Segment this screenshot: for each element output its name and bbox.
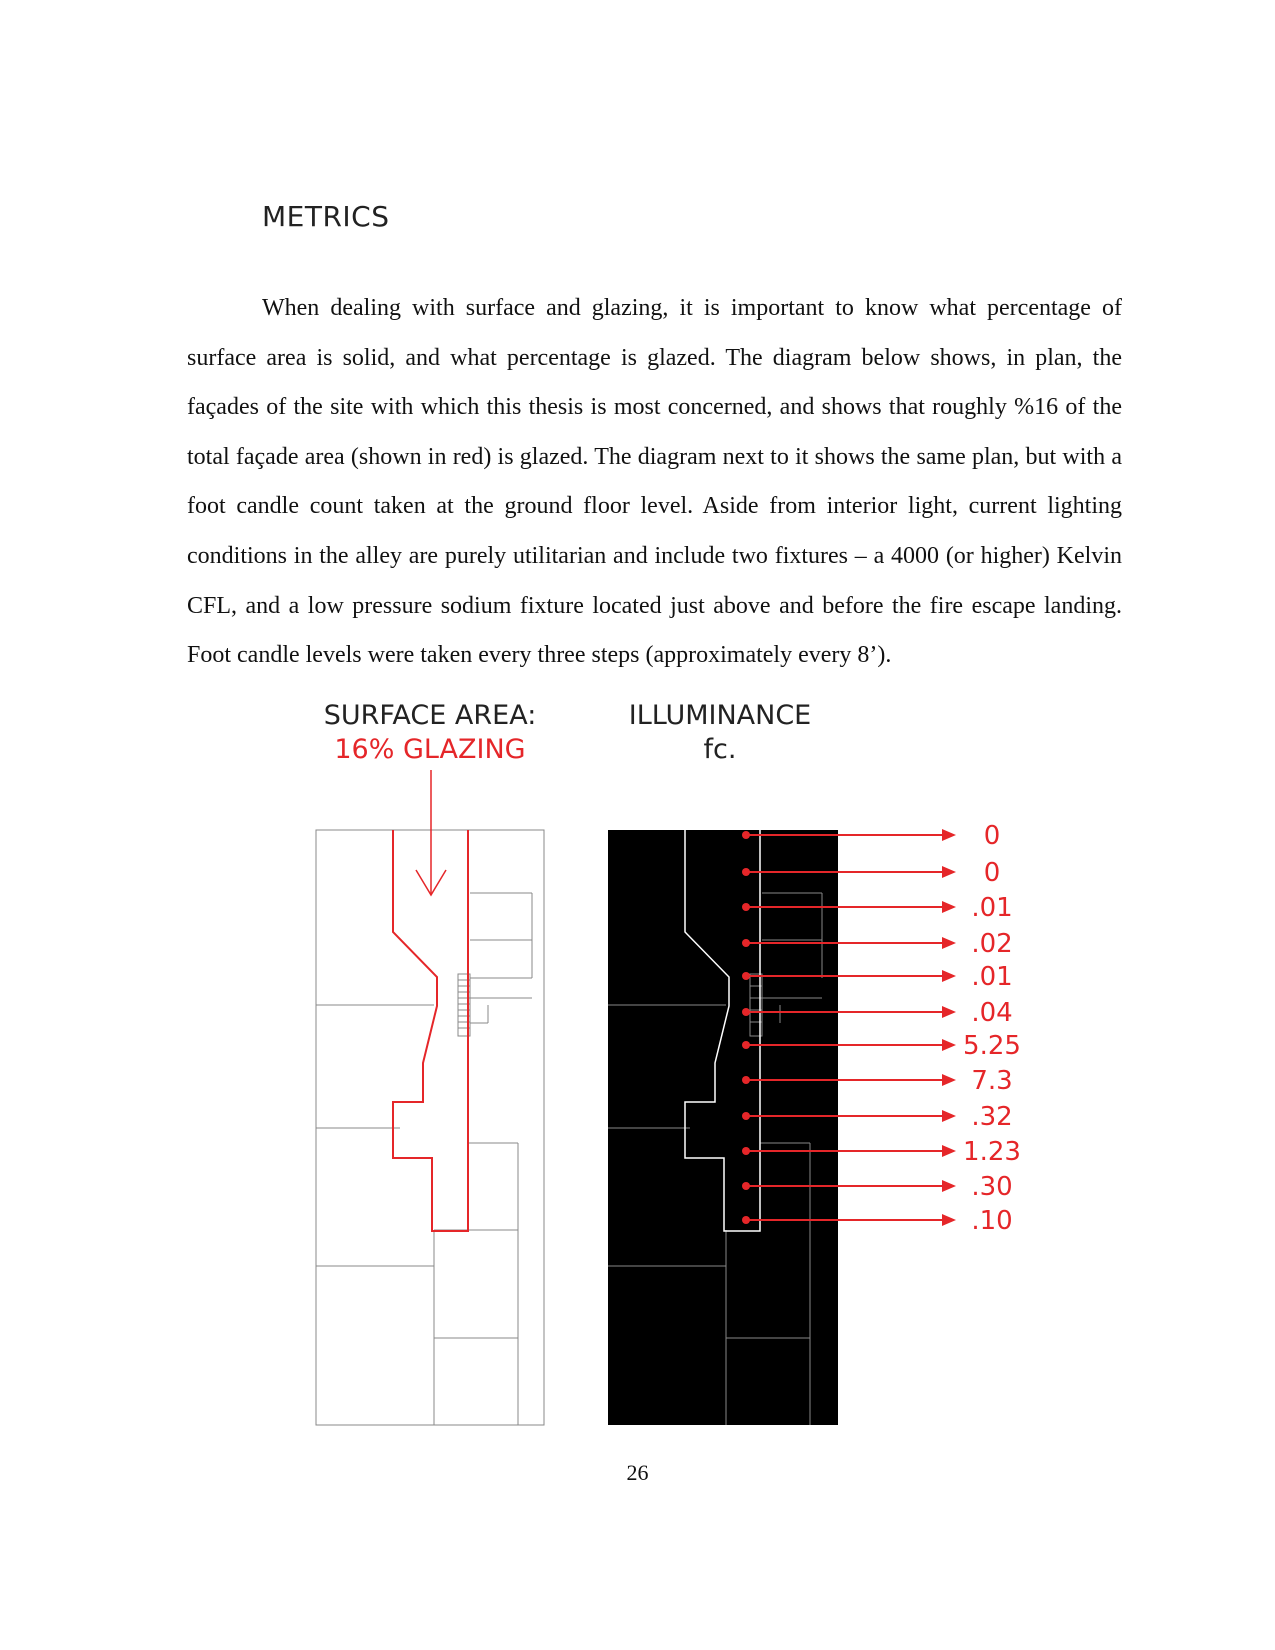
reading-arrowhead <box>942 1180 956 1192</box>
reading-value-label: .02 <box>971 929 1013 959</box>
reading-arrowhead <box>942 970 956 982</box>
reading-arrowhead <box>942 866 956 878</box>
reading-value-label: .01 <box>971 962 1013 992</box>
reading-value-label: .30 <box>971 1172 1013 1202</box>
reading-arrowhead <box>942 1039 956 1051</box>
section-heading: METRICS <box>262 200 390 233</box>
reading-arrowhead <box>942 829 956 841</box>
reading-point <box>742 1112 750 1120</box>
body-paragraph: When dealing with surface and glazing, it is important to know what percentage of surface area is solid, and what percentage is glazed. The diagram below shows, in plan, the façades of the site with which this thesis is most concerned, and shows that roughly %16 of the total façade area (shown in red) is glazed. The diagram next to it shows the same plan, but with a foot candle count taken at the ground floor level. Aside from interior light, current lighting conditions in the alley are purely utilitarian and include two fixtures – a 4000 (or higher) Kelvin CFL, and a low pressure sodium fixture located just above and before the fire escape landing. Foot candle levels were taken every three steps (approximately every 8’). <box>187 295 1122 669</box>
reading-value-label: 7.3 <box>971 1066 1013 1096</box>
reading-value-label: 0 <box>983 858 1001 888</box>
reading-point <box>742 1147 750 1155</box>
reading-arrowhead <box>942 1214 956 1226</box>
reading-arrowhead <box>942 1006 956 1018</box>
reading-arrowhead <box>942 901 956 913</box>
reading-arrowhead <box>942 937 956 949</box>
reading-value-label: .04 <box>971 998 1013 1028</box>
reading-arrowhead <box>942 1074 956 1086</box>
reading-value-label: .10 <box>971 1206 1013 1236</box>
reading-point <box>742 972 750 980</box>
reading-point <box>742 1076 750 1084</box>
page-number: 26 <box>626 1460 649 1485</box>
surface-area-plan <box>316 830 544 1425</box>
reading-point <box>742 1182 750 1190</box>
reading-arrowhead <box>942 1145 956 1157</box>
reading-point <box>742 1008 750 1016</box>
reading-point <box>742 868 750 876</box>
illuminance-title: ILLUMINANCE <box>628 700 812 731</box>
reading-point <box>742 939 750 947</box>
reading-arrowhead <box>942 1110 956 1122</box>
reading-value-label: 0 <box>983 821 1001 851</box>
reading-value-label: 5.25 <box>963 1031 1021 1061</box>
reading-value-label: .01 <box>971 893 1013 923</box>
reading-point <box>742 831 750 839</box>
reading-point <box>742 1041 750 1049</box>
reading-value-label: .32 <box>971 1102 1013 1132</box>
reading-value-label: 1.23 <box>963 1137 1021 1167</box>
glazing-percentage-label: 16% GLAZING <box>334 734 526 765</box>
reading-point <box>742 903 750 911</box>
surface-area-title: SURFACE AREA: <box>323 700 537 731</box>
illuminance-plan <box>608 830 838 1425</box>
reading-point <box>742 1216 750 1224</box>
glazing-arrow <box>416 770 446 895</box>
illuminance-unit: fc. <box>703 734 737 765</box>
